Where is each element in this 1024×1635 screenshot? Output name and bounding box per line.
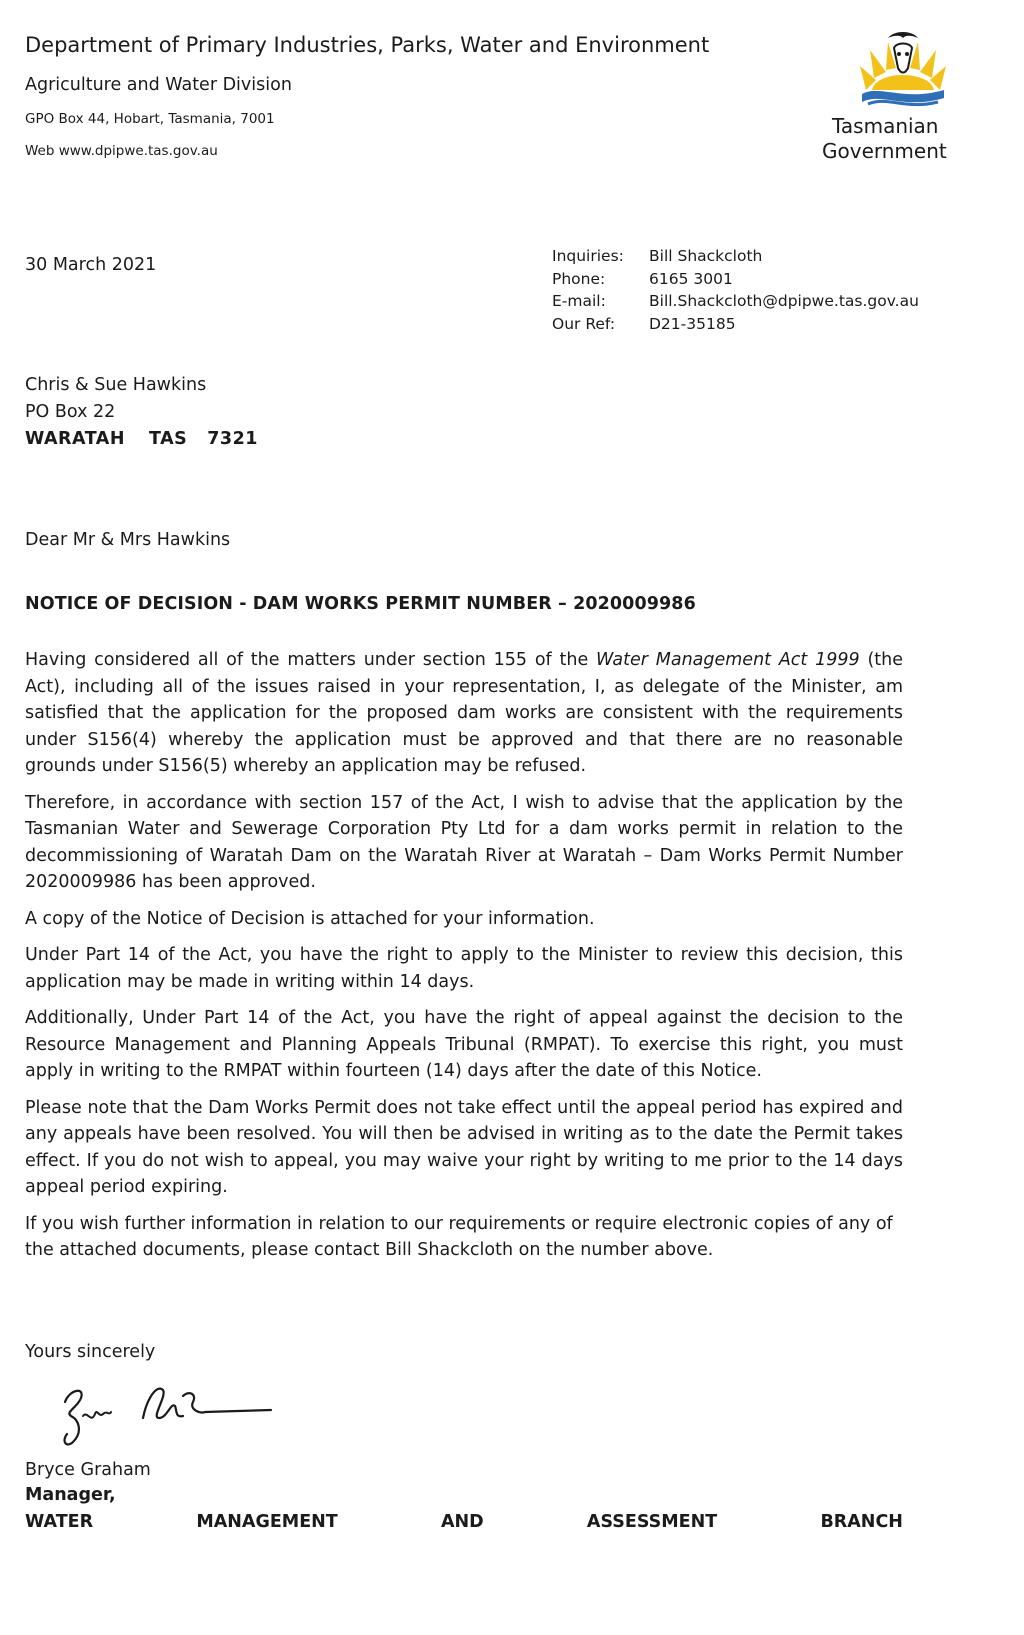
body-paragraph-6: Please note that the Dam Works Permit does not take effect until the appeal period has expired and any appeals have been resolved. You will then be advised in writing as to the date the Permit takes effect. If you do not wish to appeal, you may waive your right by writing to me prior to the 14 days appeal period expiring.	[25, 1097, 903, 1197]
tasmanian-government-logo-icon	[858, 28, 948, 110]
recipient-name: Chris & Sue Hawkins	[25, 375, 207, 395]
signer-branch	[25, 1512, 903, 1532]
recipient-locality	[25, 426, 258, 453]
handwritten-signature-icon	[55, 1372, 280, 1452]
body-paragraph-7: If you wish further information in relation to our requirements or require electronic copies of any of the attached documents, please contact Bill Shackcloth on the number above.	[25, 1213, 893, 1260]
contact-details	[552, 245, 919, 335]
department-address: GPO Box 44, Hobart, Tasmania, 7001	[25, 111, 275, 127]
recipient-postcode: 7321	[207, 429, 258, 449]
department-website: Web www.dpipwe.tas.gov.au	[25, 143, 218, 159]
contact-row-reference	[552, 313, 919, 336]
paragraph-text: Having considered all of the matters under section 155 of the	[25, 650, 597, 670]
contact-row-inquiries	[552, 245, 919, 268]
contact-value: Bill.Shackcloth@dpipwe.tas.gov.au	[649, 292, 919, 310]
contact-value: D21-35185	[649, 314, 736, 333]
body-paragraph-4: Under Part 14 of the Act, you have the right to apply to the Minister to review this decision, this application may be made in writing within 14 days.	[25, 945, 903, 992]
body-paragraph-1	[25, 647, 903, 780]
branch-word: MANAGEMENT	[196, 1512, 338, 1532]
recipient-address	[25, 372, 258, 453]
contact-label: Inquiries:	[552, 247, 624, 265]
letter-date: 30 March 2021	[25, 255, 157, 275]
branch-word: ASSESSMENT	[586, 1512, 718, 1532]
division-name: Agriculture and Water Division	[25, 75, 292, 95]
contact-value: Bill Shackcloth	[649, 247, 763, 265]
act-title: Water Management Act 1999	[596, 650, 860, 670]
logo-wave-icon	[862, 90, 944, 102]
branch-word: WATER	[25, 1512, 94, 1532]
logo-text-government: Government	[822, 139, 947, 163]
body-paragraph-5: Additionally, Under Part 14 of the Act, you have the right of appeal against the decision to the Resource Management and Planning Appeals Tribunal (RMPAT). To exercise this right, you must apply in writing to the RMPAT within fourteen (14) days after the date of this Notice.	[25, 1008, 903, 1081]
body-paragraph-2: Therefore, in accordance with section 157 of the Act, I wish to advise that the application by the Tasmanian Water and Sewerage Corporation Pty Ltd for a dam works permit in relation to the decommissioning of Waratah Dam on the Waratah River at Waratah – Dam Works Permit Number 2020009986 has been approved.	[25, 792, 903, 892]
branch-word: BRANCH	[820, 1512, 903, 1532]
paragraph-text: (the Act), including all of the issues raised in your representation, I, as delegate of the Minister, am satisfied that the application for the proposed dam works are consistent with the requirements under S156(4) whereby the application must be approved and that there are no reasonable grounds under S156(5) whereby an application may be refused.	[25, 650, 903, 776]
contact-label: Phone:	[552, 269, 606, 288]
letter-subject: NOTICE OF DECISION - DAM WORKS PERMIT NUMBER – 2020009986	[25, 594, 696, 614]
branch-word: AND	[440, 1512, 484, 1532]
salutation: Dear Mr & Mrs Hawkins	[25, 530, 231, 550]
body-paragraph-3: A copy of the Notice of Decision is attached for your information.	[25, 908, 595, 929]
recipient-town: WARATAH	[25, 429, 125, 449]
logo-text-tasmanian: Tasmanian	[832, 114, 939, 138]
signer-title: Manager,	[25, 1485, 116, 1505]
closing: Yours sincerely	[25, 1342, 156, 1362]
signer-name: Bryce Graham	[25, 1460, 151, 1480]
contact-row-email	[552, 290, 919, 313]
contact-row-phone	[552, 268, 919, 291]
recipient-po-box: PO Box 22	[25, 402, 116, 422]
recipient-state: TAS	[149, 429, 188, 449]
department-name: Department of Primary Industries, Parks, Water and Environment	[25, 33, 710, 57]
contact-label: E-mail:	[552, 292, 606, 310]
contact-label: Our Ref:	[552, 314, 616, 333]
letter-body	[25, 647, 903, 1274]
contact-value: 6165 3001	[649, 269, 733, 288]
